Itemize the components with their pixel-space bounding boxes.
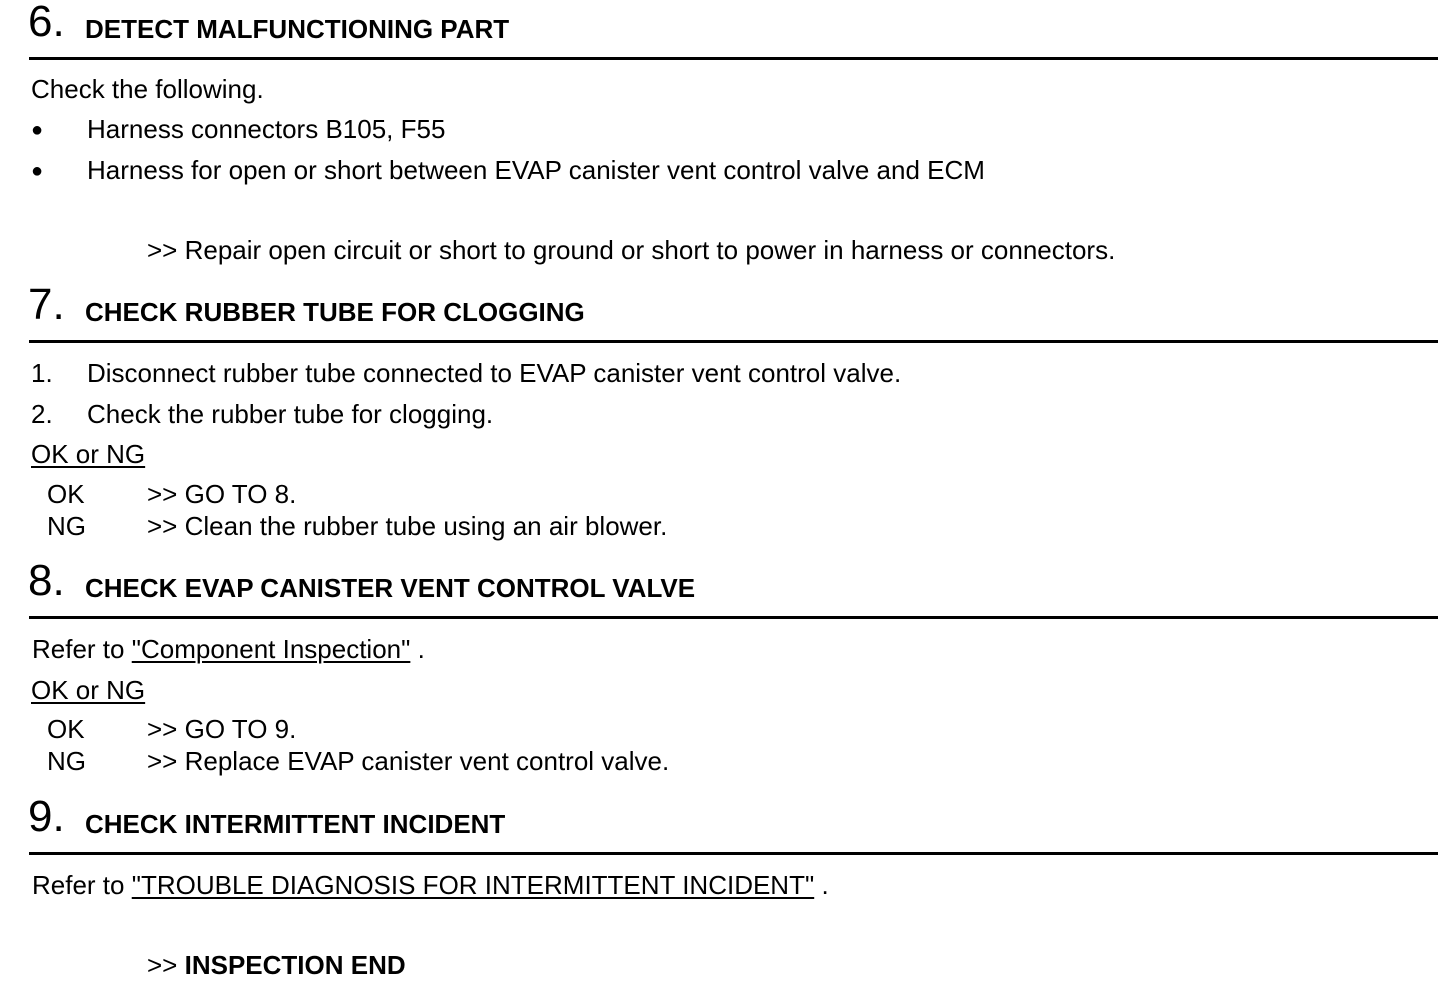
step-7-item-2-number: 2. — [31, 399, 53, 429]
step-6-bullet-2: Harness for open or short between EVAP canister vent control valve and ECM — [87, 155, 985, 185]
step-7-item-2-text: Check the rubber tube for clogging. — [87, 399, 494, 429]
bullet-icon: ● — [31, 160, 44, 182]
step-7-number: 7. — [28, 280, 65, 329]
step-7-item-1-text: Disconnect rubber tube connected to EVAP canister vent control valve. — [87, 358, 902, 388]
step-8-ng-label: NG — [47, 746, 86, 776]
step-8-ok-label: OK — [47, 714, 85, 744]
step-8-ok-text: >> GO TO 9. — [147, 714, 297, 744]
step-6-action-text: Repair open circuit or short to ground or short to power in harness or connectors. — [184, 235, 1116, 265]
step-9-title: CHECK INTERMITTENT INCIDENT — [85, 809, 506, 839]
step-8-ng-text: >> Replace EVAP canister vent control valve. — [147, 746, 670, 776]
step-7-ng-label: NG — [47, 511, 86, 541]
step-7-ok-text: >> GO TO 8. — [147, 479, 297, 509]
step-8-title: CHECK EVAP CANISTER VENT CONTROL VALVE — [85, 573, 696, 603]
step-6-action — [147, 237, 1115, 263]
step-6-title: DETECT MALFUNCTIONING PART — [85, 14, 510, 44]
step-6-bullet-1: Harness connectors B105, F55 — [87, 114, 446, 144]
refer-suffix: . — [417, 634, 425, 664]
refer-prefix: Refer to — [32, 870, 125, 900]
step-7-title: CHECK RUBBER TUBE FOR CLOGGING — [85, 297, 585, 327]
bullet-icon: ● — [31, 119, 44, 141]
intermittent-incident-link[interactable]: "TROUBLE DIAGNOSIS FOR INTERMITTENT INCIDENT" — [131, 870, 815, 900]
step-9-action — [147, 952, 406, 978]
step-7-item-1-number: 1. — [31, 358, 53, 388]
step-7-ok-label: OK — [47, 479, 85, 509]
step-9-number: 9. — [28, 792, 65, 841]
step-6-divider — [29, 57, 1438, 60]
inspection-end-text: INSPECTION END — [184, 950, 406, 980]
step-8-number: 8. — [28, 556, 65, 605]
step-7-judgement: OK or NG — [31, 439, 146, 469]
step-9-divider — [29, 852, 1438, 855]
action-prefix: >> — [147, 235, 178, 265]
step-9-refer — [32, 872, 829, 898]
component-inspection-link[interactable]: "Component Inspection" — [131, 634, 411, 664]
refer-prefix: Refer to — [32, 634, 125, 664]
step-6-number: 6. — [28, 0, 65, 46]
step-7-divider — [29, 340, 1438, 343]
step-6-intro: Check the following. — [31, 74, 264, 104]
action-prefix: >> — [147, 950, 178, 980]
step-8-judgement: OK or NG — [31, 675, 146, 705]
step-8-divider — [29, 616, 1438, 619]
refer-suffix: . — [821, 870, 829, 900]
step-8-refer — [32, 636, 425, 662]
step-7-ng-text: >> Clean the rubber tube using an air blower. — [147, 511, 668, 541]
